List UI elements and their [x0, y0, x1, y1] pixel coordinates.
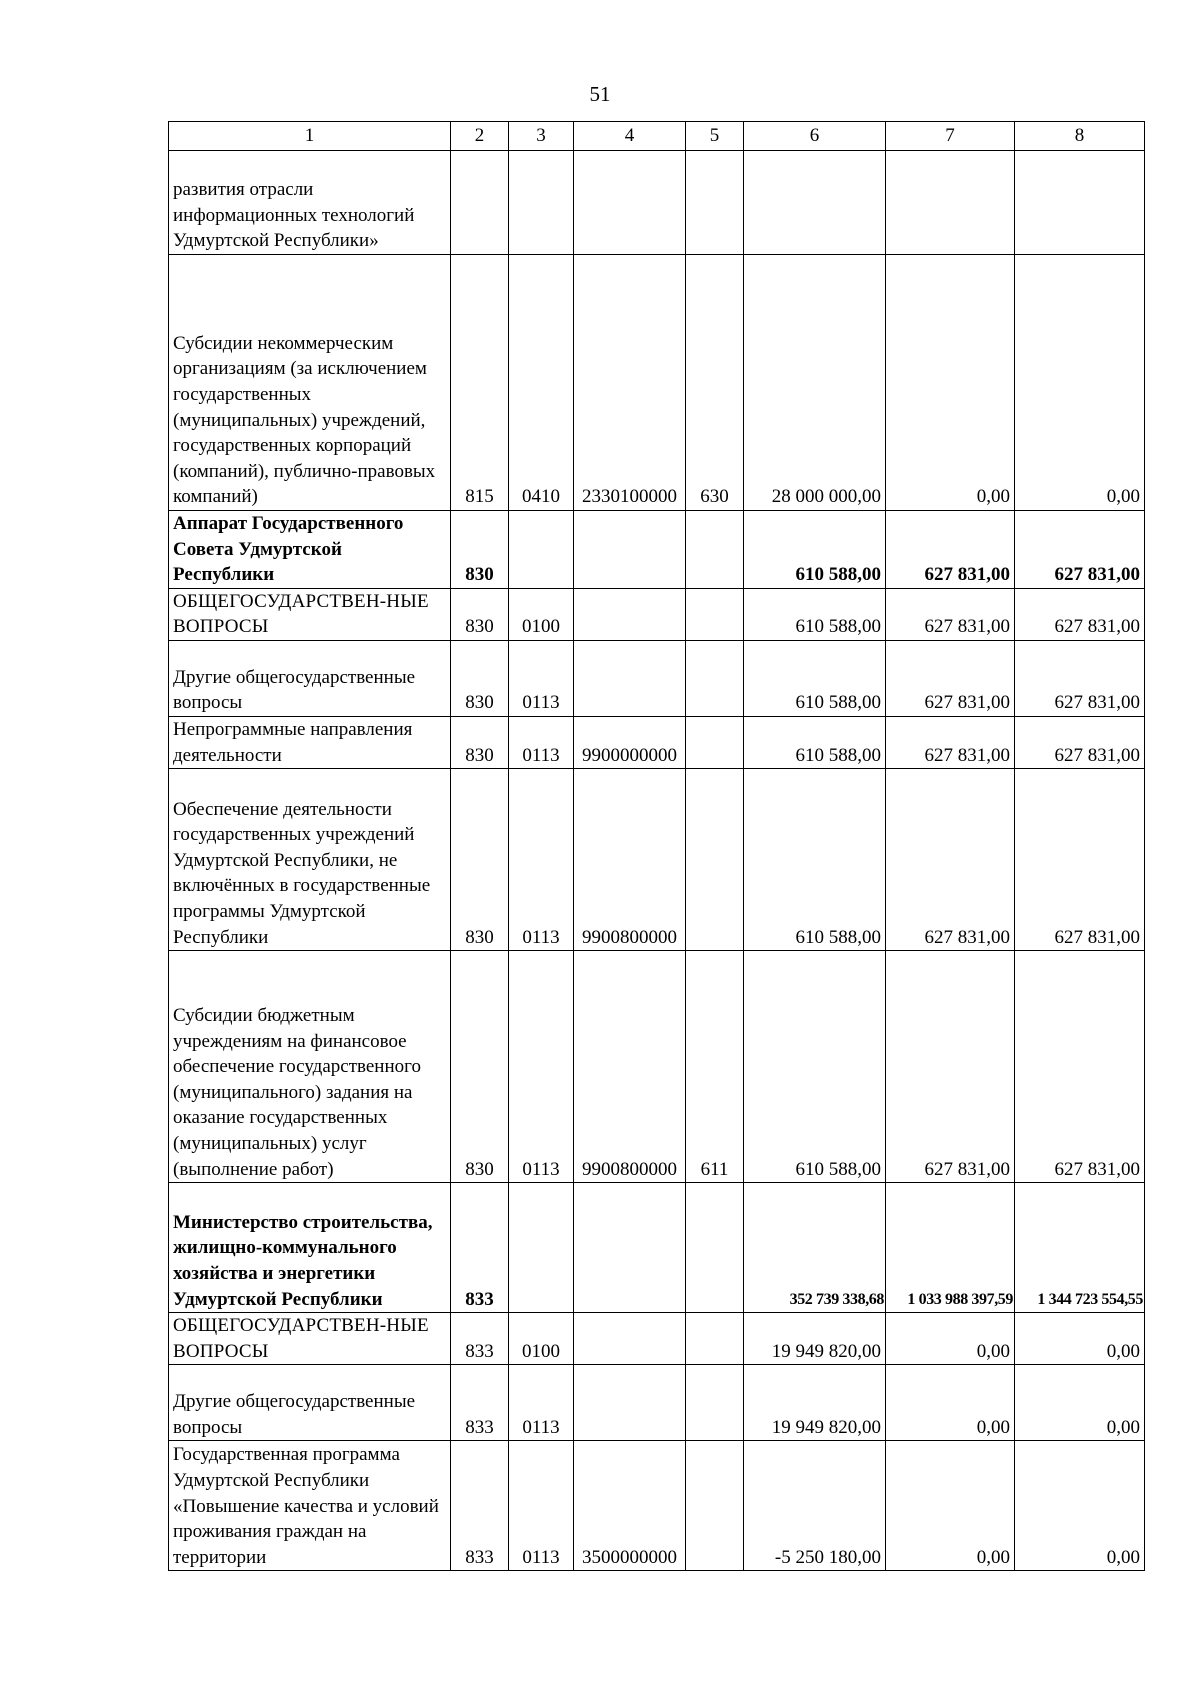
row-section-code-cell: 0100 — [509, 588, 574, 640]
row-expense-type-cell — [686, 511, 744, 589]
row-amount-col6-cell: 610 588,00 — [744, 951, 886, 1183]
row-chapter-code-cell: 833 — [451, 1183, 509, 1313]
column-header: 4 — [574, 122, 686, 151]
table-header-row — [169, 122, 1145, 151]
table-row — [169, 151, 1145, 255]
table-row — [169, 511, 1145, 589]
row-chapter-code-cell: 830 — [451, 511, 509, 589]
row-target-article-cell — [574, 151, 686, 255]
column-header: 8 — [1015, 122, 1145, 151]
row-amount-col7-cell: 0,00 — [886, 1365, 1015, 1441]
row-chapter-code-cell: 833 — [451, 1365, 509, 1441]
row-chapter-code-cell: 833 — [451, 1313, 509, 1365]
row-section-code-cell: 0113 — [509, 716, 574, 768]
column-header: 6 — [744, 122, 886, 151]
row-name-cell: развития отрасли информационных технологий Удмуртской Республики» — [169, 151, 451, 255]
column-header: 7 — [886, 122, 1015, 151]
row-amount-col6-cell: 28 000 000,00 — [744, 255, 886, 511]
table-row — [169, 716, 1145, 768]
row-name-cell: Непрограммные направления деятельности — [169, 716, 451, 768]
row-amount-col8-cell: 0,00 — [1015, 1365, 1145, 1441]
row-section-code-cell — [509, 1183, 574, 1313]
row-amount-col8-cell: 0,00 — [1015, 1313, 1145, 1365]
row-chapter-code-cell: 830 — [451, 716, 509, 768]
row-amount-col8-cell — [1015, 151, 1145, 255]
row-amount-col8-cell: 0,00 — [1015, 1441, 1145, 1571]
row-amount-col6-cell: -5 250 180,00 — [744, 1441, 886, 1571]
row-expense-type-cell — [686, 1183, 744, 1313]
row-chapter-code-cell: 815 — [451, 255, 509, 511]
row-name-cell: Другие общегосударственные вопросы — [169, 640, 451, 716]
row-amount-col7-cell: 627 831,00 — [886, 640, 1015, 716]
row-amount-col8-cell: 627 831,00 — [1015, 769, 1145, 951]
row-amount-col8-cell: 627 831,00 — [1015, 511, 1145, 589]
row-target-article-cell — [574, 511, 686, 589]
row-amount-col6-cell: 610 588,00 — [744, 588, 886, 640]
row-section-code-cell: 0113 — [509, 951, 574, 1183]
row-amount-col7-cell: 627 831,00 — [886, 588, 1015, 640]
table-row — [169, 255, 1145, 511]
row-amount-col8-cell: 627 831,00 — [1015, 716, 1145, 768]
row-section-code-cell — [509, 151, 574, 255]
row-amount-col6-cell: 19 949 820,00 — [744, 1313, 886, 1365]
table-row — [169, 769, 1145, 951]
row-name-cell: Аппарат Государственного Совета Удмуртской Республики — [169, 511, 451, 589]
row-expense-type-cell — [686, 1313, 744, 1365]
row-name-cell: Субсидии бюджетным учреждениям на финансовое обеспечение государственного (муниципального) задания на оказание государственных (муниципальных) услуг (выполнение работ) — [169, 951, 451, 1183]
row-amount-col6-cell: 610 588,00 — [744, 716, 886, 768]
column-header: 3 — [509, 122, 574, 151]
row-amount-col7-cell: 627 831,00 — [886, 769, 1015, 951]
row-name-cell: Другие общегосударственные вопросы — [169, 1365, 451, 1441]
row-amount-col7-cell: 1 033 988 397,59 — [886, 1183, 1015, 1313]
row-target-article-cell: 3500000000 — [574, 1441, 686, 1571]
budget-table — [168, 121, 1145, 1571]
row-amount-col8-cell: 0,00 — [1015, 255, 1145, 511]
row-amount-col7-cell: 0,00 — [886, 255, 1015, 511]
row-target-article-cell — [574, 1365, 686, 1441]
row-amount-col8-cell: 627 831,00 — [1015, 640, 1145, 716]
row-amount-col6-cell: 610 588,00 — [744, 511, 886, 589]
row-chapter-code-cell: 830 — [451, 951, 509, 1183]
table-row — [169, 951, 1145, 1183]
row-chapter-code-cell — [451, 151, 509, 255]
row-section-code-cell — [509, 511, 574, 589]
row-expense-type-cell — [686, 769, 744, 951]
row-section-code-cell: 0113 — [509, 1365, 574, 1441]
row-name-cell: Министерство строительства, жилищно-коммунального хозяйства и энергетики Удмуртской Республики — [169, 1183, 451, 1313]
page-number: 51 — [589, 82, 611, 106]
row-target-article-cell: 2330100000 — [574, 255, 686, 511]
row-target-article-cell — [574, 1183, 686, 1313]
row-name-cell: ОБЩЕГОСУДАРСТВЕН-НЫЕ ВОПРОСЫ — [169, 588, 451, 640]
row-amount-col8-cell: 627 831,00 — [1015, 951, 1145, 1183]
table-row — [169, 640, 1145, 716]
row-chapter-code-cell: 830 — [451, 588, 509, 640]
column-header: 2 — [451, 122, 509, 151]
row-target-article-cell: 9900800000 — [574, 951, 686, 1183]
column-header: 1 — [169, 122, 451, 151]
table-row — [169, 1313, 1145, 1365]
row-section-code-cell: 0113 — [509, 769, 574, 951]
row-amount-col7-cell: 627 831,00 — [886, 716, 1015, 768]
row-amount-col7-cell: 627 831,00 — [886, 511, 1015, 589]
row-target-article-cell — [574, 1313, 686, 1365]
row-target-article-cell: 9900000000 — [574, 716, 686, 768]
row-section-code-cell: 0100 — [509, 1313, 574, 1365]
column-header: 5 — [686, 122, 744, 151]
table-row — [169, 588, 1145, 640]
row-amount-col6-cell: 19 949 820,00 — [744, 1365, 886, 1441]
row-section-code-cell: 0410 — [509, 255, 574, 511]
row-amount-col6-cell: 610 588,00 — [744, 769, 886, 951]
row-name-cell: Государственная программа Удмуртской Республики «Повышение качества и условий проживания граждан на территории — [169, 1441, 451, 1571]
row-amount-col7-cell — [886, 151, 1015, 255]
row-amount-col6-cell: 352 739 338,68 — [744, 1183, 886, 1313]
row-amount-col8-cell: 627 831,00 — [1015, 588, 1145, 640]
row-expense-type-cell — [686, 151, 744, 255]
row-target-article-cell — [574, 588, 686, 640]
row-expense-type-cell: 611 — [686, 951, 744, 1183]
row-expense-type-cell — [686, 1441, 744, 1571]
row-expense-type-cell — [686, 1365, 744, 1441]
row-target-article-cell — [574, 640, 686, 716]
table-row — [169, 1183, 1145, 1313]
row-amount-col6-cell: 610 588,00 — [744, 640, 886, 716]
row-amount-col7-cell: 627 831,00 — [886, 951, 1015, 1183]
table-row — [169, 1365, 1145, 1441]
row-name-cell: Обеспечение деятельности государственных учреждений Удмуртской Республики, не включённых в государственные программы Удмуртской Республики — [169, 769, 451, 951]
row-chapter-code-cell: 830 — [451, 769, 509, 951]
table-row — [169, 1441, 1145, 1571]
row-amount-col7-cell: 0,00 — [886, 1441, 1015, 1571]
row-amount-col6-cell — [744, 151, 886, 255]
row-expense-type-cell: 630 — [686, 255, 744, 511]
row-name-cell: ОБЩЕГОСУДАРСТВЕН-НЫЕ ВОПРОСЫ — [169, 1313, 451, 1365]
row-chapter-code-cell: 830 — [451, 640, 509, 716]
row-expense-type-cell — [686, 716, 744, 768]
row-expense-type-cell — [686, 588, 744, 640]
row-amount-col8-cell: 1 344 723 554,55 — [1015, 1183, 1145, 1313]
row-expense-type-cell — [686, 640, 744, 716]
row-amount-col7-cell: 0,00 — [886, 1313, 1015, 1365]
row-section-code-cell: 0113 — [509, 640, 574, 716]
row-name-cell: Субсидии некоммерческим организациям (за исключением государственных (муниципальных) учреждений, государственных корпораций (компаний), публично-правовых компаний) — [169, 255, 451, 511]
row-target-article-cell: 9900800000 — [574, 769, 686, 951]
row-section-code-cell: 0113 — [509, 1441, 574, 1571]
row-chapter-code-cell: 833 — [451, 1441, 509, 1571]
